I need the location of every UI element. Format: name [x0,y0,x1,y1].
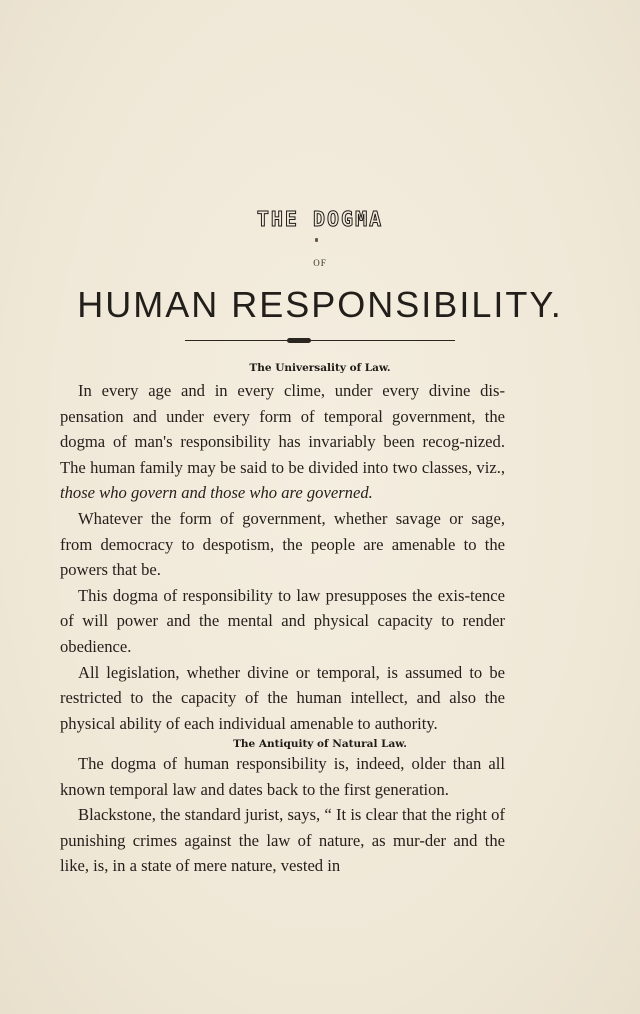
main-title: HUMAN RESPONSIBILITY. [77,284,563,325]
paragraph: Whatever the form of government, whether savage or sage, from democracy to despotism, the people are amenable to the powers that be. [60,508,505,580]
paragraph: This dogma of responsibility to law presupposes the exis-tence of will power and the mental and physical capacity to render obedience. [60,585,505,656]
paragraph-text: In every age and in every clime, under every divine dis-pensation and under every form of temporal government, the dogma of man's responsibility has invariably been recog-nized. The human family may be said to be divided into two classes, viz., [60,381,505,477]
paragraph: Blackstone, the standard jurist, says, “ It is clear that the right of punishing crimes against the law of nature, as mur-der and the like, is, in a state of mere nature, vested in [60,805,505,876]
paragraph: The dogma of human responsibility is, indeed, older than all known temporal law and dates back to the first generation. [60,754,505,799]
section-heading-universality: The Universality of Law. [249,362,391,374]
section-antiquity-body [60,751,505,879]
title-of: OF [313,258,327,268]
paragraph [60,378,505,506]
divider-rule [185,340,455,341]
title-the-dogma: THE DOGMA [256,207,384,231]
section-heading-antiquity: The Antiquity of Natural Law. [233,738,407,750]
paragraph-italic: those who govern and those who are governed. [60,483,373,503]
ornament-dot [315,238,318,242]
section-universality-body [60,378,505,736]
divider-ornament [287,338,311,343]
paragraph: All legislation, whether divine or temporal, is assumed to be restricted to the capacity of the human intellect, and also the physical ability of each individual amenable to authority. [60,662,505,733]
